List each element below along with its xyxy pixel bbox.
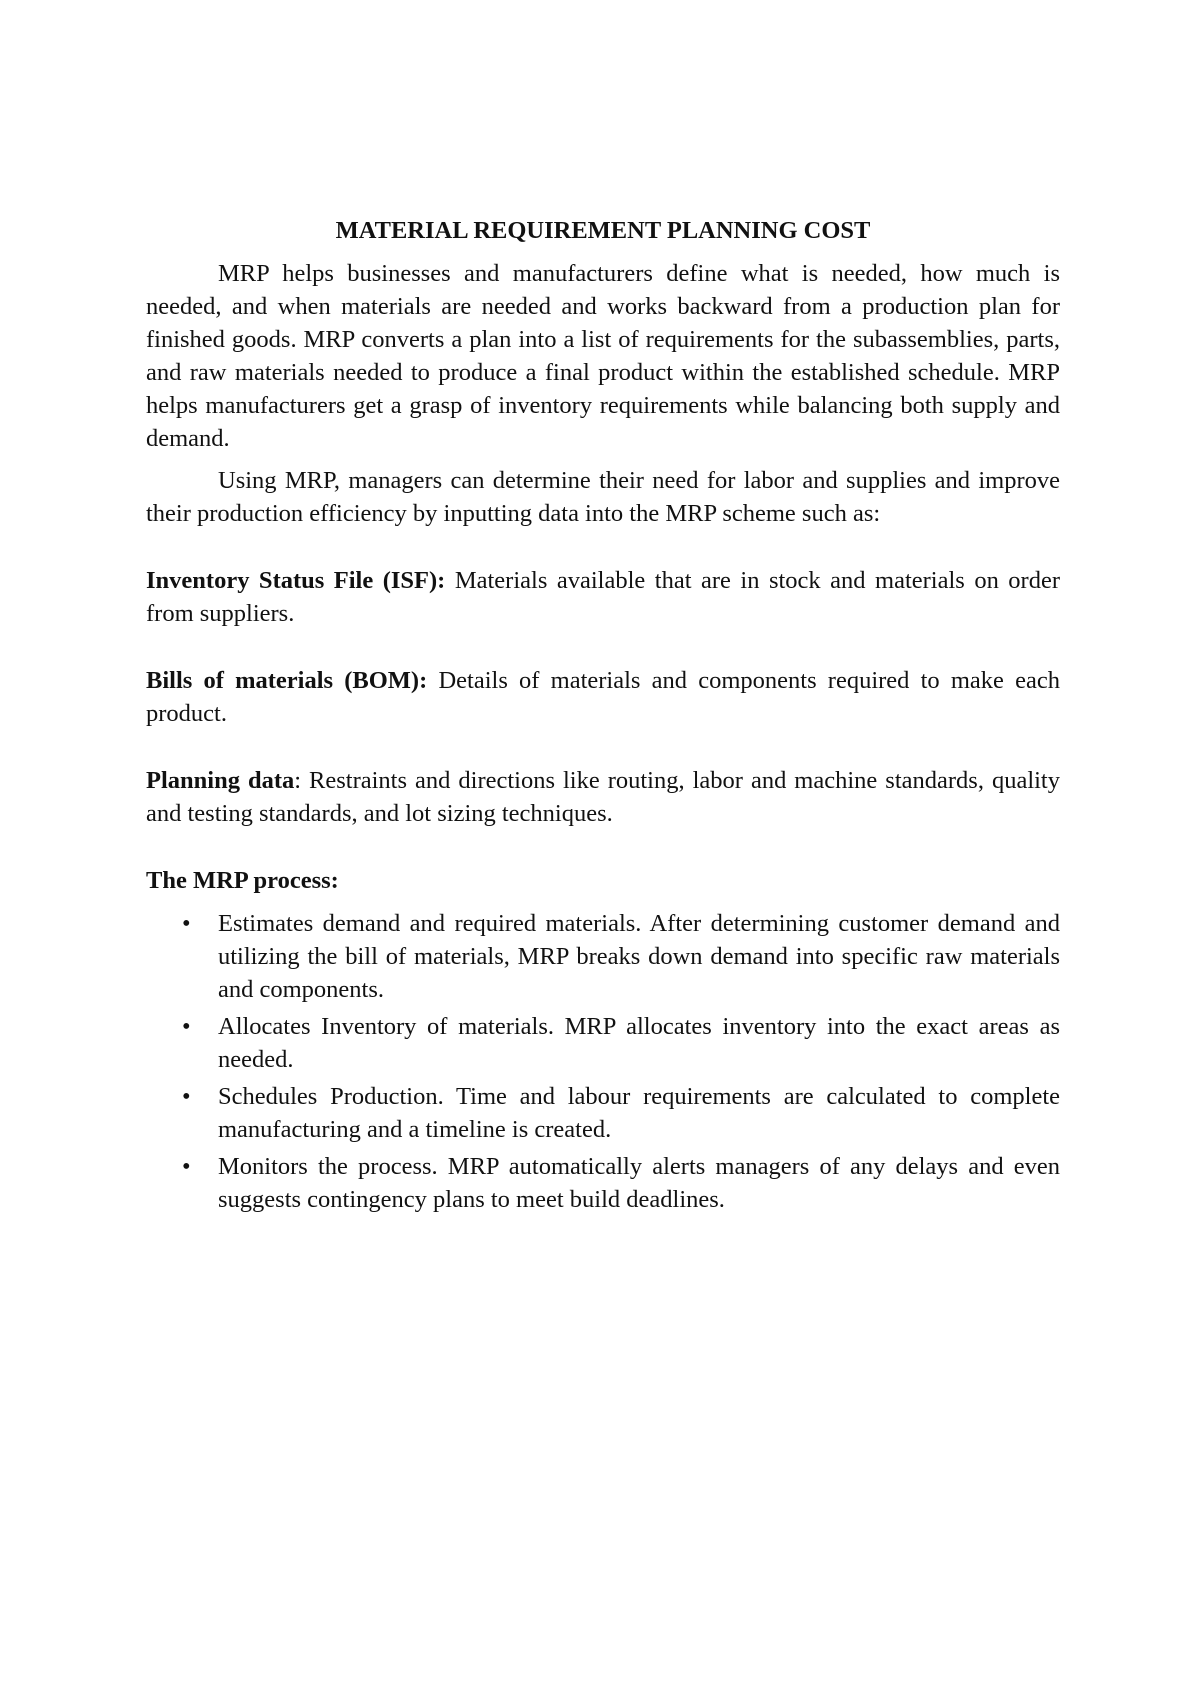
list-item-text: Schedules Production. Time and labour requirements are calculated to complete manufacturing and a timeline is created. — [218, 1083, 1060, 1143]
list-item — [146, 1080, 1060, 1146]
document-page — [146, 214, 1060, 1220]
bullet-icon: • — [182, 1083, 191, 1110]
list-item-text: Estimates demand and required materials. After determining customer demand and utilizing the bill of materials, MRP breaks down demand into specific raw materials and components. — [218, 910, 1060, 1003]
bullet-icon: • — [182, 1153, 191, 1180]
process-list — [146, 907, 1060, 1216]
list-item — [146, 907, 1060, 1006]
document-title: MATERIAL REQUIREMENT PLANNING COST — [335, 217, 871, 244]
definition-planning-data — [146, 764, 1060, 830]
bullet-icon: • — [182, 1013, 191, 1040]
definition-term: Bills of materials (BOM): — [146, 667, 428, 694]
definition-text: Materials available that are in stock and materials on order from suppliers. — [146, 567, 1060, 627]
definition-term: Inventory Status File (ISF): — [146, 567, 446, 594]
list-item-text: Monitors the process. MRP automatically alerts managers of any delays and even suggests contingency plans to meet build deadlines. — [218, 1153, 1060, 1213]
mrp-usage-paragraph: Using MRP, managers can determine their need for labor and supplies and improve their production efficiency by inputting data into the MRP scheme such as: — [146, 467, 1060, 527]
bullet-icon: • — [182, 910, 191, 937]
definition-isf — [146, 564, 1060, 630]
list-item-text: Allocates Inventory of materials. MRP allocates inventory into the exact areas as needed. — [218, 1013, 1060, 1073]
intro-paragraph: MRP helps businesses and manufacturers define what is needed, how much is needed, and when materials are needed and works backward from a production plan for finished goods. MRP converts a plan into a list of requirements for the subassemblies, parts, and raw materials needed to produce a final product within the established schedule. MRP helps manufacturers get a grasp of inventory requirements while balancing both supply and demand. — [146, 260, 1060, 452]
definition-text: : Restraints and directions like routing, labor and machine standards, quality and testing standards, and lot sizing techniques. — [146, 767, 1060, 827]
definition-text: Details of materials and components required to make each product. — [146, 667, 1061, 727]
list-item — [146, 1010, 1060, 1076]
list-item — [146, 1150, 1060, 1216]
process-heading: The MRP process: — [146, 867, 339, 894]
definition-term: Planning data — [146, 767, 295, 794]
definition-bom — [146, 664, 1060, 730]
